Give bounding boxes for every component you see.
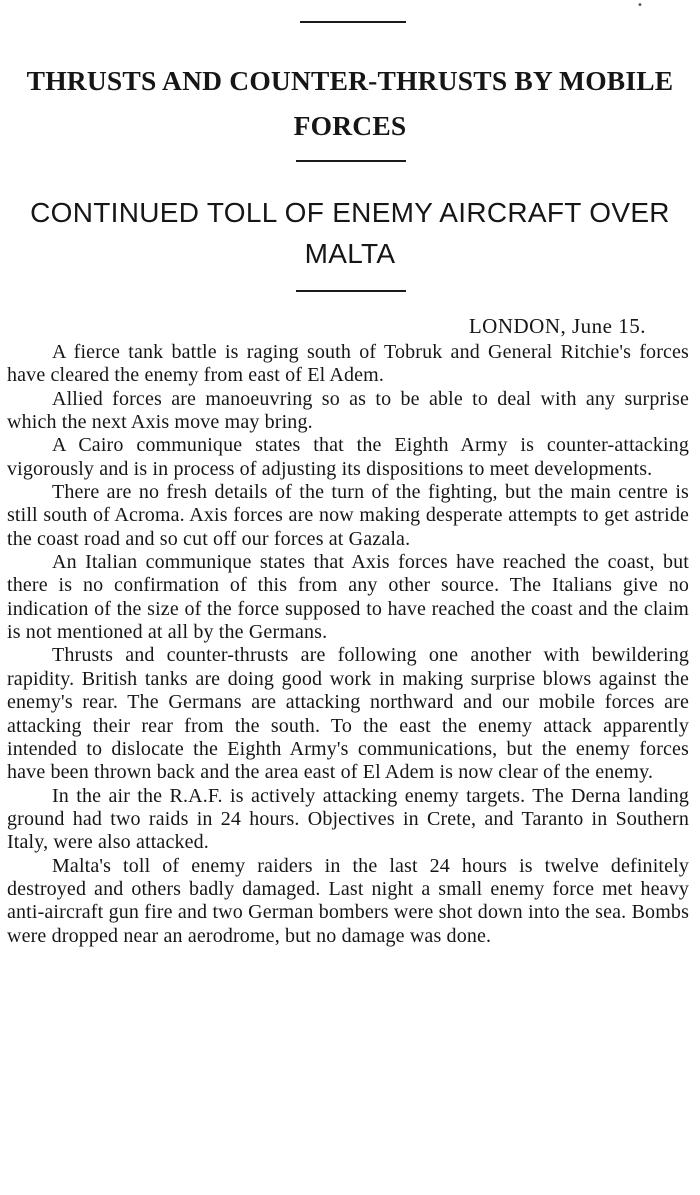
article-body [7,341,689,948]
print-speck: • [637,0,643,11]
paragraph: Thrusts and counter-thrusts are following one another with bewildering rapidity. British tanks are doing good work in making surprise blows against the enemy's rear. The Germans are attacking northward and our mobile forces are attacking their rear from the south. To the east the enemy attack apparently intended to dislocate the Eighth Army's communications, but the enemy forces have been thrown back and the area east of El Adem is now clear of the enemy. [7,644,689,784]
bottom-divider [296,290,406,292]
paragraph: Allied forces are manoeuvring so as to be able to deal with any surprise which the next Axis move may bring. [7,387,689,434]
paragraph: In the air the R.A.F. is actively attacking enemy targets. The Derna landing ground had two raids in 24 hours. Objectives in Crete, and Taranto in Southern Italy, were also attacked. [7,784,689,854]
paragraph: An Italian communique states that Axis forces have reached the coast, but there is no confirmation of this from any other source. The Italians give no indication of the size of the force supposed to have reached the coast and the claim is not mentioned at all by the Germans. [7,551,689,644]
top-divider [300,21,406,23]
subheadline: CONTINUED TOLL OF ENEMY AIRCRAFT OVER MALTA [30,197,670,269]
headline: THRUSTS AND COUNTER-THRUSTS BY MOBILE FORCES [26,65,674,141]
paragraph: Malta's toll of enemy raiders in the last 24 hours is twelve definitely destroyed and others badly damaged. Last night a small enemy force met heavy anti-aircraft gun fire and two German bombers were shot down into the sea. Bombs were dropped near an aerodrome, but no damage was done. [7,854,689,947]
paragraph: There are no fresh details of the turn of the fighting, but the main centre is still south of Acroma. Axis forces are now making desperate attempts to get astride the coast road and so cut off our forces at Gazala. [7,481,689,550]
paragraph: A Cairo communique states that the Eighth Army is counter-attacking vigorously and is in process of adjusting its dispositions to meet developments. [7,434,689,480]
paragraph: A fierce tank battle is raging south of Tobruk and General Ritchie's forces have cleared the enemy from east of El Adem. [7,341,689,387]
middle-divider [296,160,406,162]
dateline: LONDON, June 15. [468,314,646,338]
